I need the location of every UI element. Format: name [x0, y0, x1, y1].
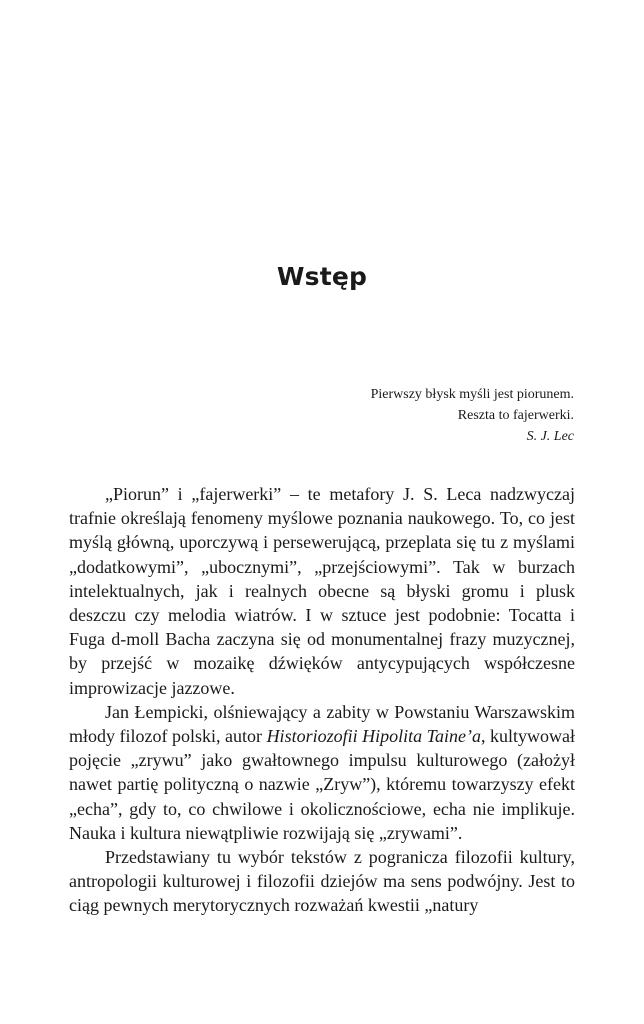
paragraph-2-text-start: Jan Łempicki, olśniewający a zabity w Powstaniu Warszawskim młody filozof polski, autor	[69, 701, 575, 747]
epigraph	[194, 384, 574, 447]
chapter-title: Wstęp	[276, 262, 368, 291]
body-text	[69, 482, 575, 918]
paragraph-1: „Piorun” i „fajerwerki” – te metafory J. S. Leca nadzwyczaj trafnie określają fenomeny myślowe poznania naukowego. To, co jest myślą główną, uporczywą i persewerującą, przeplata się tu z myślami „dodatkowymi”, „ubocznymi”, „przejściowymi”. Tak w burzach intelektualnych, jak i realnych obecne są błyski gromu i plusk deszczu czy melodia wiatrów. I w sztuce jest podobnie: Tocatta i Fuga d-moll Bacha zaczyna się od monumentalnej frazy muzycznej, by przejść w mozaikę dźwięków antycypujących współczesne improwizacje jazzowe.	[69, 484, 575, 698]
epigraph-line-1: Pierwszy błysk myśli jest piorunem.	[370, 387, 574, 402]
epigraph-line-2: Reszta to fajerwerki.	[457, 408, 574, 423]
epigraph-author: S. J. Lec	[526, 429, 574, 444]
book-title-italic: Historiozofii Hipolita Taine’a	[266, 726, 481, 747]
paragraph-2-text-end: , kultywował pojęcie „zrywu” jako gwałtownego impulsu kulturowego (założył nawet partię polityczną o nazwie „Zryw”), któremu towarzyszy efekt „echa”, gdy to, co chwilowe i okolicznościowe, echa nie implikuje. Nauka i kultura niewątpliwie rozwijają się „zrywami”.	[69, 726, 575, 843]
paragraph-2	[69, 700, 575, 845]
paragraph-3: Przedstawiany tu wybór tekstów z pogranicza filozofii kultury, antropologii kulturowej i filozofii dziejów ma sens podwójny. Jest to ciąg pewnych merytorycznych rozważań kwestii „natury	[69, 847, 575, 916]
